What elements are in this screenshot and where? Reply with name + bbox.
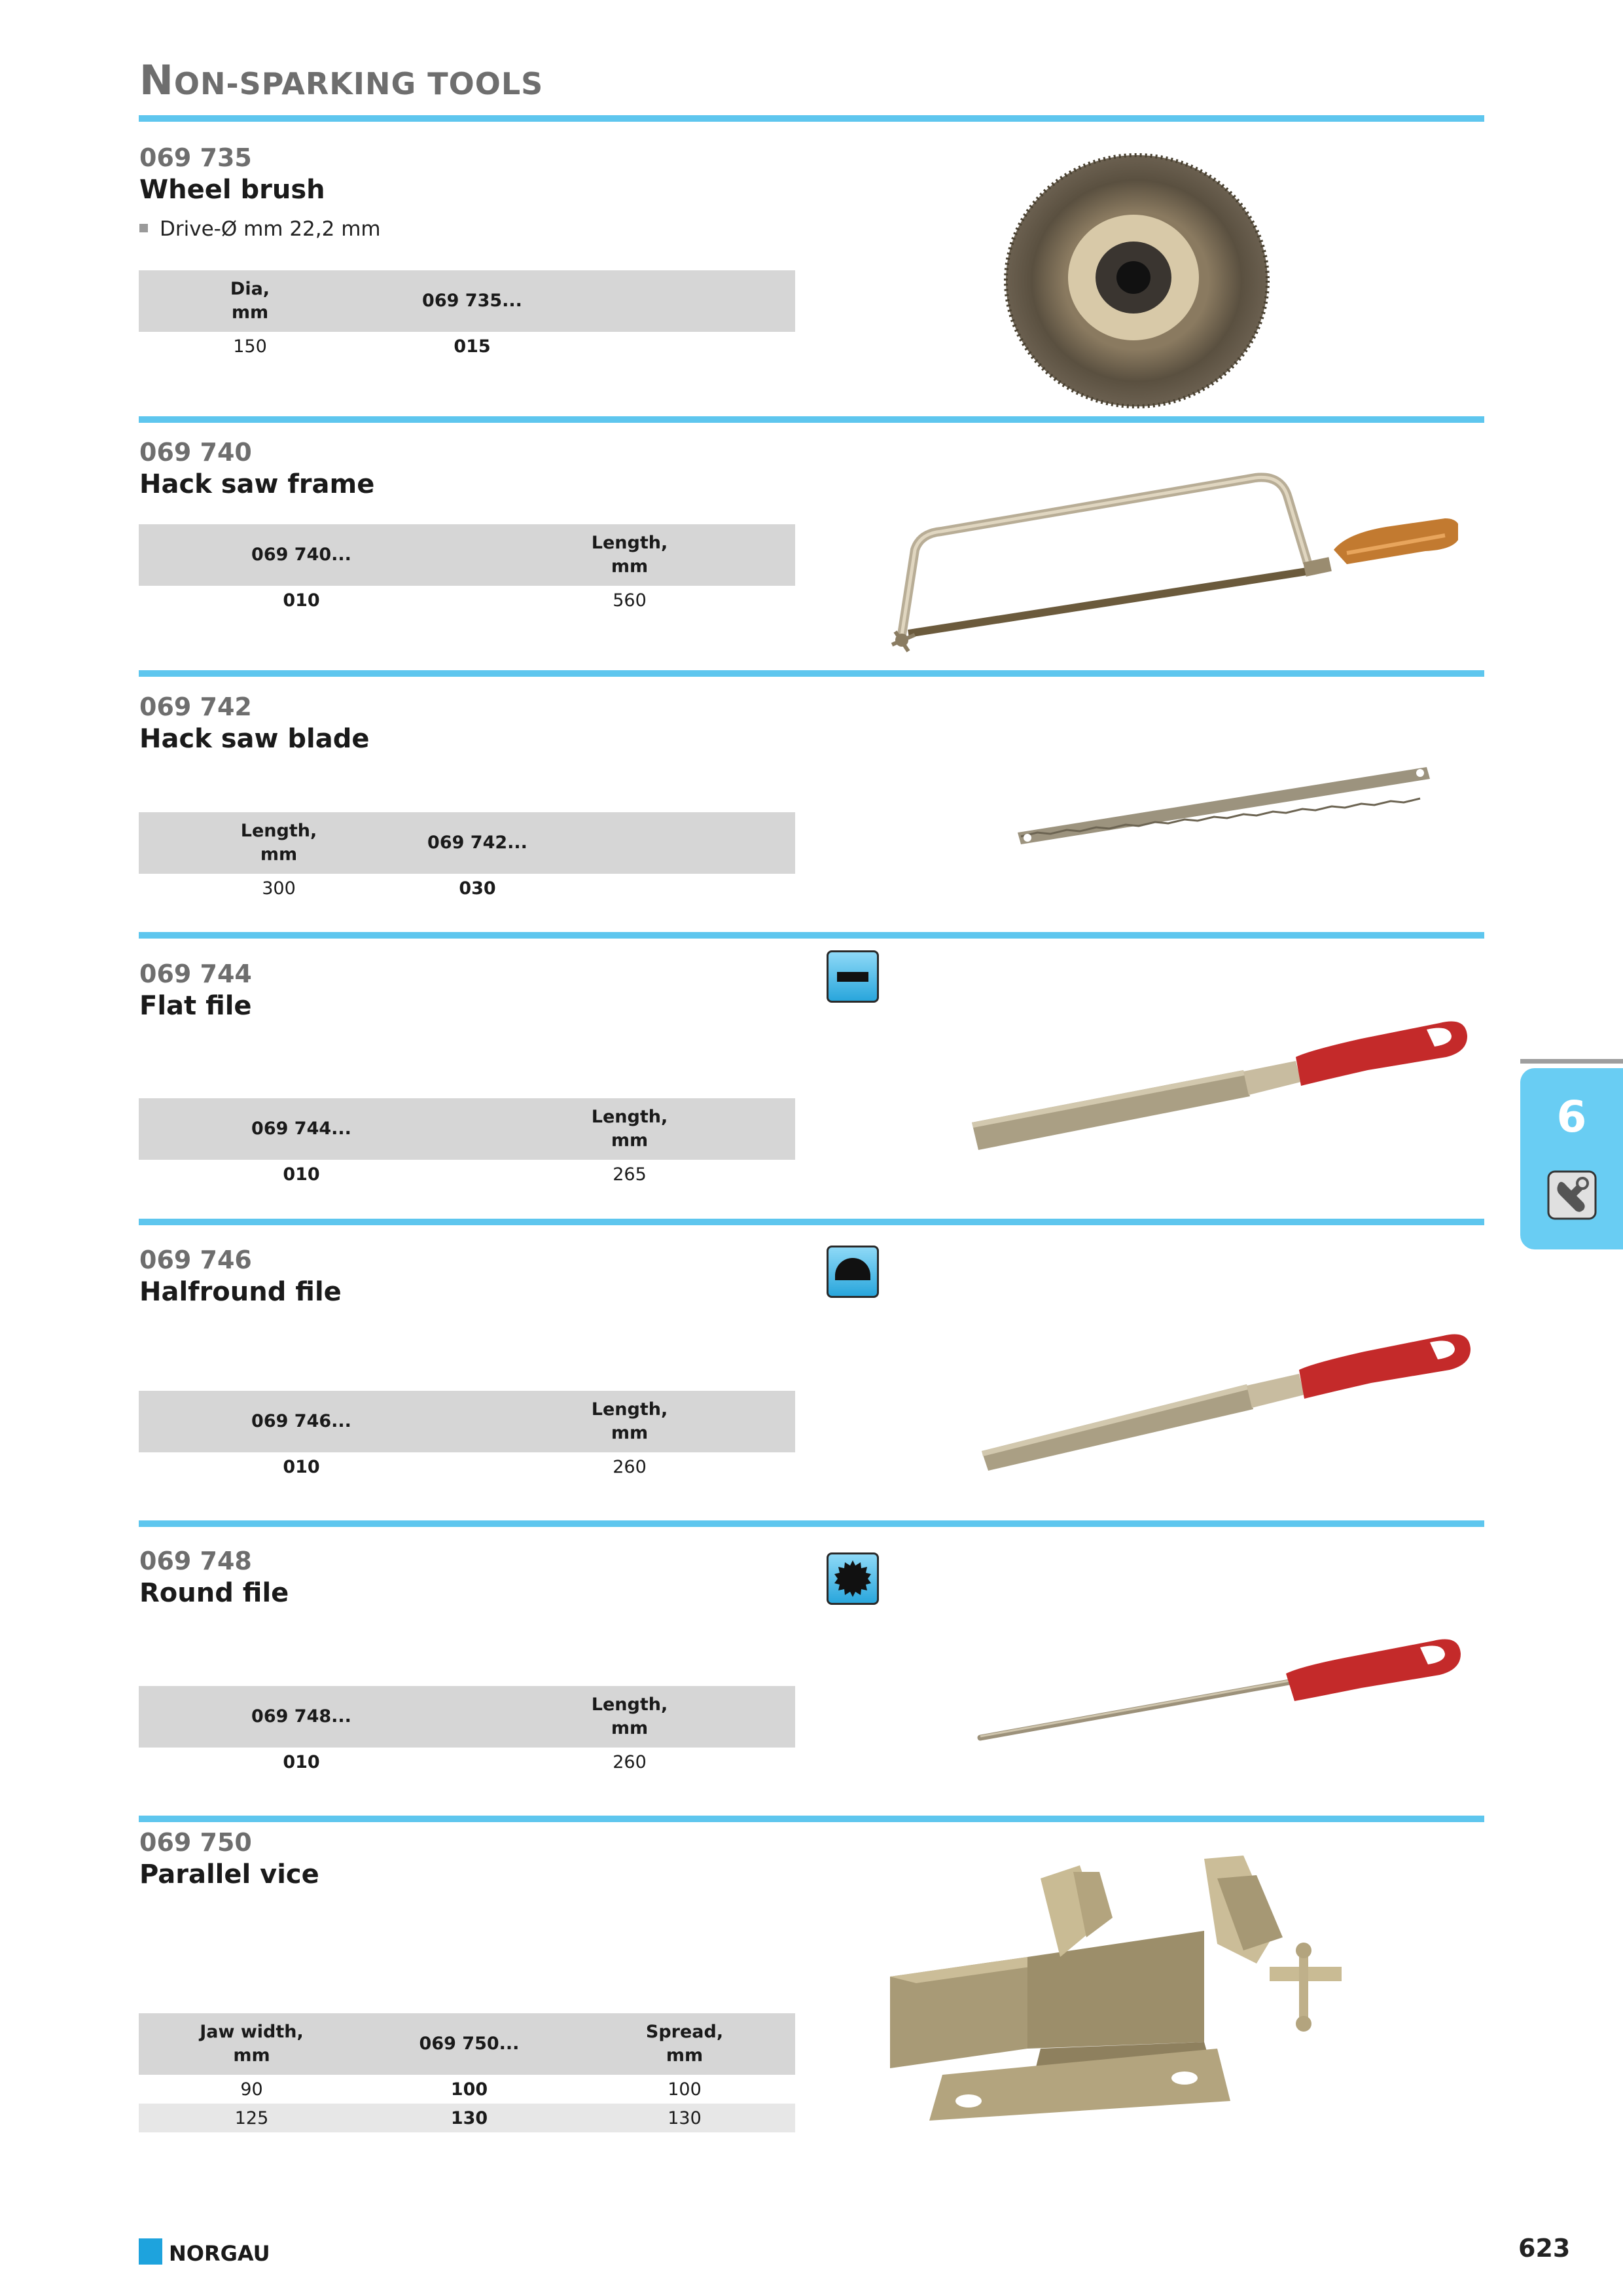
spec-table [139,812,795,903]
table-cell: 100 [668,2079,702,2100]
table-header: Length, mm [464,524,795,586]
table-cell: 030 [459,878,496,899]
table-row [139,1748,795,1776]
round-file-image [975,1620,1472,1751]
product-heading [139,143,794,207]
section-divider [139,416,1484,423]
table-cell: 265 [613,1164,647,1185]
article-number: 069 744 [139,960,252,988]
section-divider [139,1219,1484,1225]
section-divider [139,115,1484,122]
spec-table [139,270,795,361]
hack-saw-frame-image [889,471,1458,668]
side-tab-divider [1520,1059,1623,1064]
table-header: Length, mm [464,1098,795,1160]
table-header: 069 748... [139,1686,464,1748]
article-number: 069 742 [139,692,252,721]
article-number: 069 750 [139,1828,252,1857]
wrench-icon [1547,1170,1597,1220]
table-cell: 300 [262,878,296,899]
spec-table [139,1391,795,1481]
table-cell: 260 [613,1751,647,1772]
section-divider [139,1520,1484,1527]
table-header: 069 735... [361,270,795,332]
table-header: Dia, mm [139,270,361,332]
product-name: Parallel vice [139,1859,319,1890]
table-cell: 130 [574,2104,795,2132]
product-heading [139,692,794,756]
table-header: 069 742... [419,812,795,874]
brand-logo-square [139,2238,162,2265]
product-heading [139,1827,794,1892]
product-heading [139,959,794,1023]
table-cell: 010 [283,590,320,611]
product-name: Round file [139,1578,289,1608]
article-number: 069 740 [139,438,252,467]
spec-table [139,1686,795,1776]
table-row [139,874,795,903]
section-divider [139,932,1484,939]
table-header: 069 740... [139,524,464,586]
wheel-brush-image [1003,152,1271,410]
flat-file-profile-icon [827,950,879,1003]
table-cell: 015 [454,336,491,357]
table-row [139,1160,795,1189]
table-row [139,586,795,615]
table-row [139,332,795,361]
table-cell: 260 [613,1456,647,1477]
table-cell: 560 [613,590,647,611]
spec-table [139,524,795,615]
table-header: Spread, mm [574,2013,795,2075]
table-cell: 010 [283,1751,320,1772]
halfround-file-profile-icon [827,1246,879,1298]
chapter-number: 6 [1556,1092,1587,1142]
product-name: Wheel brush [139,175,325,205]
spec-bullet: Drive-Ø mm 22,2 mm [139,217,381,241]
bullet-square-icon [139,224,148,232]
spec-table [139,1098,795,1189]
spec-table [139,2013,795,2132]
table-row [139,2075,795,2104]
parallel-vice-image [890,1852,1355,2134]
article-number: 069 748 [139,1547,252,1575]
table-cell: 130 [365,2104,574,2132]
section-divider [139,670,1484,677]
product-heading [139,1546,794,1610]
table-cell: 100 [450,2079,488,2100]
brand-name: NORGAU [169,2241,270,2266]
table-header: 069 746... [139,1391,464,1452]
product-name: Hack saw frame [139,469,375,499]
table-header: Length, mm [464,1391,795,1452]
table-cell: 150 [233,336,267,357]
table-cell: 125 [139,2104,365,2132]
product-heading [139,437,794,501]
product-heading [139,1245,794,1309]
round-file-profile-icon [827,1552,879,1605]
article-number: 069 746 [139,1246,252,1274]
product-name: Halfround file [139,1277,342,1307]
product-name: Hack saw blade [139,724,370,754]
table-cell: 010 [283,1164,320,1185]
section-divider [139,1816,1484,1822]
table-header: Length, mm [464,1686,795,1748]
table-cell: 010 [283,1456,320,1477]
page-title: NON-SPARKING TOOLS [139,56,544,104]
product-name: Flat file [139,991,252,1021]
table-header: Length, mm [139,812,419,874]
table-row [139,2104,795,2132]
halfround-file-image [978,1312,1476,1476]
table-cell: 90 [240,2079,263,2100]
table-header: 069 744... [139,1098,464,1160]
flat-file-image [969,998,1472,1155]
table-header: 069 750... [365,2013,574,2075]
article-number: 069 735 [139,143,252,172]
page-number: 623 [1518,2234,1571,2263]
table-row [139,1452,795,1481]
table-header: Jaw width, mm [139,2013,365,2075]
hack-saw-blade-image [1011,759,1436,851]
